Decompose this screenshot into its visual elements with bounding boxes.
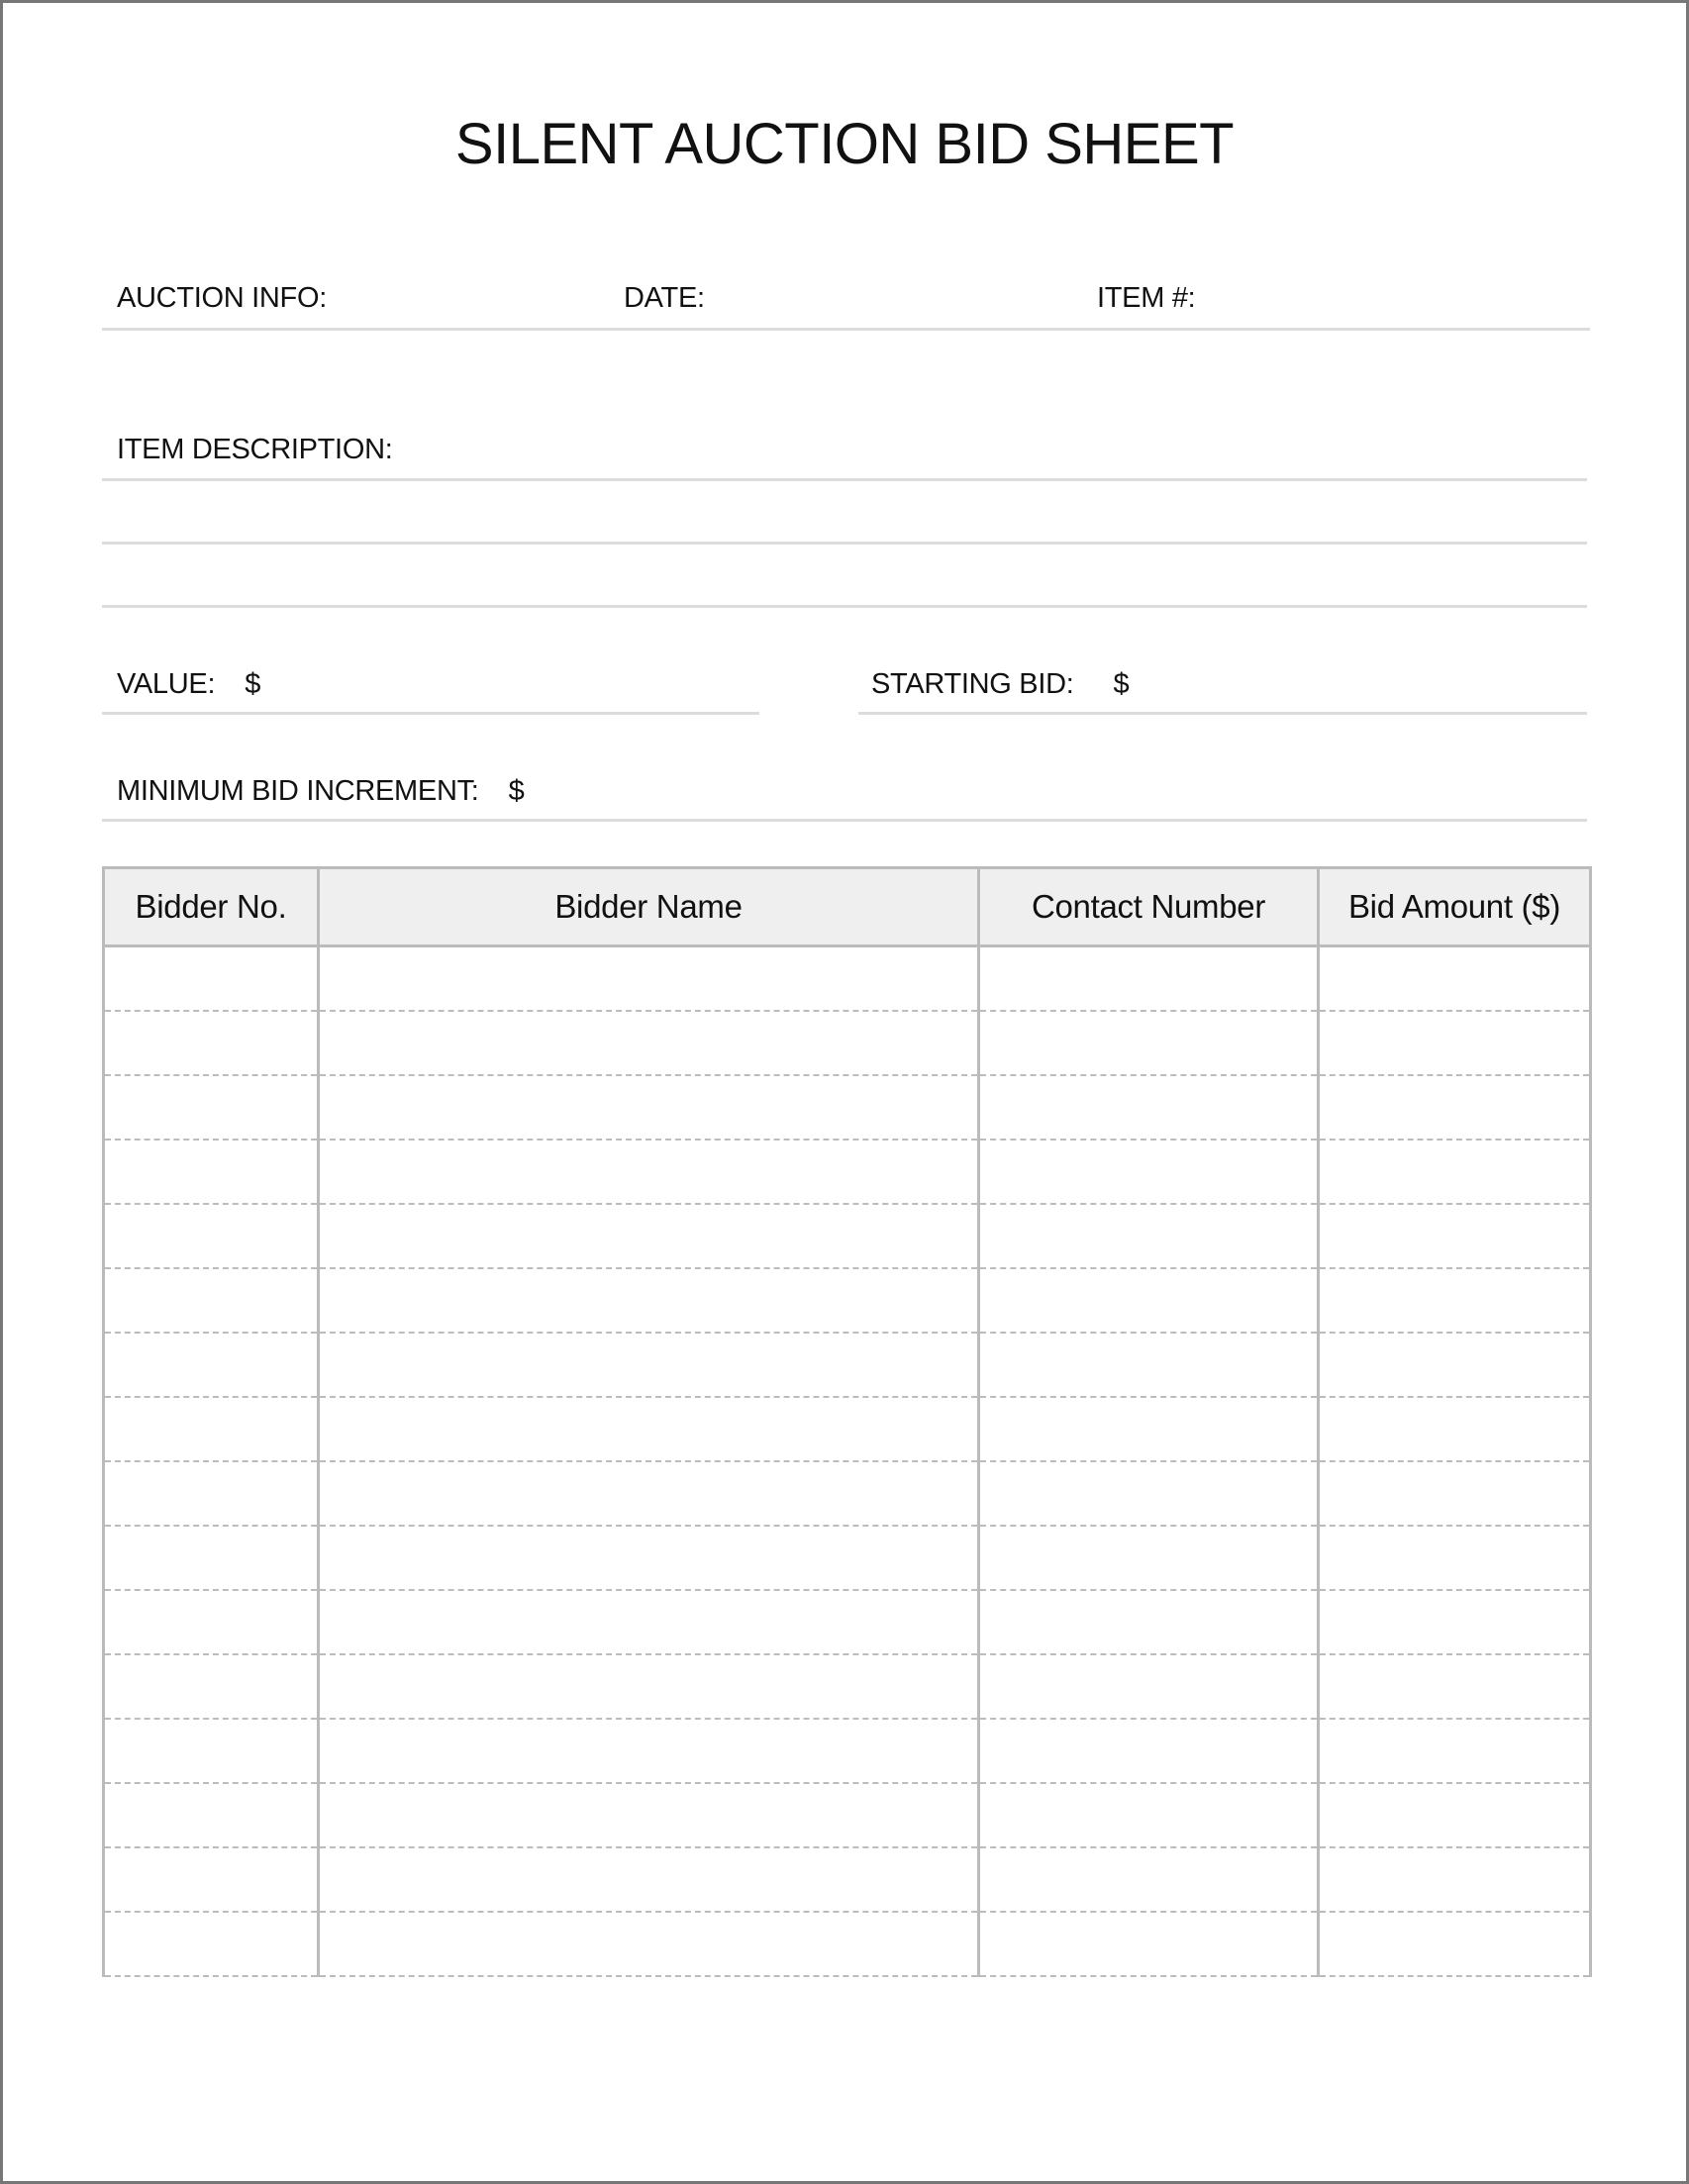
minimum-bid-increment-line[interactable] (102, 819, 1587, 822)
value-currency-symbol: $ (245, 668, 261, 700)
bidder-name-cell[interactable] (319, 1654, 979, 1719)
bidder-name-cell[interactable] (319, 1847, 979, 1912)
table-row (104, 1526, 1591, 1590)
bidder-name-cell[interactable] (319, 1526, 979, 1590)
bidder-no-cell[interactable] (104, 1268, 319, 1333)
bidder-no-cell[interactable] (104, 1847, 319, 1912)
bidder-name-cell[interactable] (319, 1912, 979, 1976)
bidder-no-cell[interactable] (104, 1654, 319, 1719)
value-label: VALUE: (117, 668, 216, 700)
bid-amount-cell[interactable] (1319, 1140, 1591, 1204)
column-header-contact-number: Contact Number (979, 868, 1319, 946)
value-field (117, 668, 260, 701)
bidder-name-cell[interactable] (319, 1719, 979, 1783)
bid-amount-cell[interactable] (1319, 1654, 1591, 1719)
page-title: SILENT AUCTION BID SHEET (454, 112, 1235, 176)
bid-amount-cell[interactable] (1319, 1590, 1591, 1654)
bid-table (102, 866, 1592, 1977)
bid-amount-cell[interactable] (1319, 946, 1591, 1012)
bidder-name-cell[interactable] (319, 1783, 979, 1847)
bid-amount-cell[interactable] (1319, 1847, 1591, 1912)
bidder-name-cell[interactable] (319, 1204, 979, 1268)
bidder-no-cell[interactable] (104, 1397, 319, 1461)
bidder-no-cell[interactable] (104, 1719, 319, 1783)
bid-amount-cell[interactable] (1319, 1526, 1591, 1590)
table-row (104, 1590, 1591, 1654)
table-row (104, 1333, 1591, 1397)
bidder-no-cell[interactable] (104, 1912, 319, 1976)
contact-number-cell[interactable] (979, 1654, 1319, 1719)
bidder-no-cell[interactable] (104, 1783, 319, 1847)
contact-number-cell[interactable] (979, 1011, 1319, 1075)
starting-bid-currency-symbol: $ (1113, 668, 1130, 700)
table-row (104, 1847, 1591, 1912)
bidder-no-cell[interactable] (104, 1204, 319, 1268)
table-row (104, 1912, 1591, 1976)
bidder-no-cell[interactable] (104, 946, 319, 1012)
item-description-line-1[interactable] (102, 478, 1587, 481)
item-number-label: ITEM #: (1097, 282, 1196, 314)
contact-number-cell[interactable] (979, 946, 1319, 1012)
bidder-name-cell[interactable] (319, 1011, 979, 1075)
contact-number-cell[interactable] (979, 1847, 1319, 1912)
table-row (104, 1011, 1591, 1075)
minimum-bid-increment-field (117, 775, 524, 808)
bidder-name-cell[interactable] (319, 1333, 979, 1397)
contact-number-cell[interactable] (979, 1204, 1319, 1268)
column-header-bid-amount: Bid Amount ($) (1319, 868, 1591, 946)
bid-amount-cell[interactable] (1319, 1333, 1591, 1397)
table-row (104, 1461, 1591, 1526)
contact-number-cell[interactable] (979, 1333, 1319, 1397)
auction-info-date-item-line[interactable] (102, 328, 1590, 331)
column-header-bidder-name: Bidder Name (319, 868, 979, 946)
column-header-bidder-no: Bidder No. (104, 868, 319, 946)
item-description-label: ITEM DESCRIPTION: (117, 434, 393, 465)
table-row (104, 1140, 1591, 1204)
bidder-name-cell[interactable] (319, 946, 979, 1012)
table-row (104, 1654, 1591, 1719)
bidder-no-cell[interactable] (104, 1011, 319, 1075)
contact-number-cell[interactable] (979, 1783, 1319, 1847)
bidder-no-cell[interactable] (104, 1075, 319, 1140)
item-description-line-2[interactable] (102, 542, 1587, 545)
contact-number-cell[interactable] (979, 1461, 1319, 1526)
bid-table-header-row (104, 868, 1591, 946)
contact-number-cell[interactable] (979, 1526, 1319, 1590)
bid-amount-cell[interactable] (1319, 1719, 1591, 1783)
bidder-no-cell[interactable] (104, 1333, 319, 1397)
contact-number-cell[interactable] (979, 1590, 1319, 1654)
bid-amount-cell[interactable] (1319, 1783, 1591, 1847)
contact-number-cell[interactable] (979, 1719, 1319, 1783)
bidder-no-cell[interactable] (104, 1526, 319, 1590)
bidder-name-cell[interactable] (319, 1075, 979, 1140)
bidder-name-cell[interactable] (319, 1397, 979, 1461)
bid-amount-cell[interactable] (1319, 1397, 1591, 1461)
minimum-bid-increment-currency-symbol: $ (508, 775, 525, 807)
bid-amount-cell[interactable] (1319, 1268, 1591, 1333)
bid-amount-cell[interactable] (1319, 1075, 1591, 1140)
starting-bid-field (871, 668, 1129, 701)
table-row (104, 1783, 1591, 1847)
item-description-line-3[interactable] (102, 605, 1587, 608)
bidder-name-cell[interactable] (319, 1590, 979, 1654)
date-label: DATE: (624, 282, 705, 314)
bidder-no-cell[interactable] (104, 1140, 319, 1204)
auction-info-label: AUCTION INFO: (117, 282, 327, 314)
bidder-no-cell[interactable] (104, 1461, 319, 1526)
table-row (104, 1075, 1591, 1140)
bidder-name-cell[interactable] (319, 1461, 979, 1526)
bidder-name-cell[interactable] (319, 1140, 979, 1204)
value-line[interactable] (102, 712, 759, 715)
bid-amount-cell[interactable] (1319, 1011, 1591, 1075)
table-row (104, 1397, 1591, 1461)
contact-number-cell[interactable] (979, 1397, 1319, 1461)
table-row (104, 1719, 1591, 1783)
bidder-name-cell[interactable] (319, 1268, 979, 1333)
contact-number-cell[interactable] (979, 1075, 1319, 1140)
table-row (104, 946, 1591, 1012)
bidder-no-cell[interactable] (104, 1590, 319, 1654)
starting-bid-label: STARTING BID: (871, 668, 1074, 700)
contact-number-cell[interactable] (979, 1912, 1319, 1976)
bid-amount-cell[interactable] (1319, 1461, 1591, 1526)
contact-number-cell[interactable] (979, 1268, 1319, 1333)
bid-amount-cell[interactable] (1319, 1912, 1591, 1976)
bid-amount-cell[interactable] (1319, 1204, 1591, 1268)
table-row (104, 1268, 1591, 1333)
minimum-bid-increment-label: MINIMUM BID INCREMENT: (117, 775, 479, 807)
contact-number-cell[interactable] (979, 1140, 1319, 1204)
table-row (104, 1204, 1591, 1268)
starting-bid-line[interactable] (858, 712, 1587, 715)
